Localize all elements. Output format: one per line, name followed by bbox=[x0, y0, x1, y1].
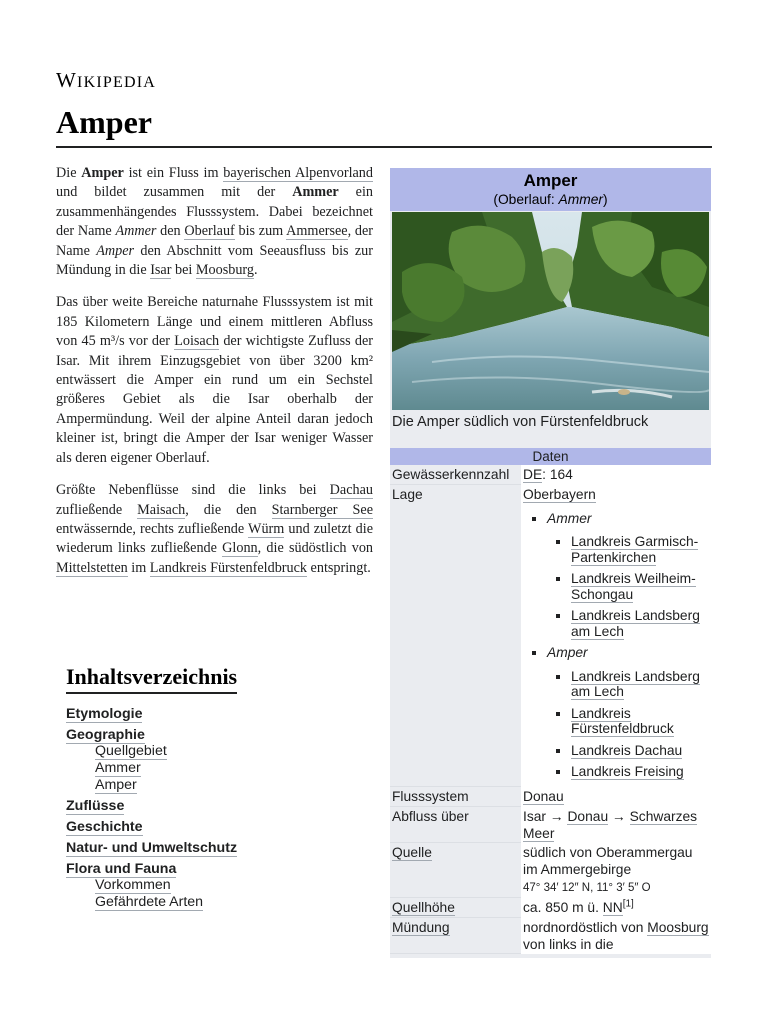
link-landkreis-fuerstenfeldbruck[interactable]: Landkreis Fürstenfeldbruck bbox=[149, 559, 307, 576]
link-landkreis[interactable]: Landkreis Garmisch-Partenkirchen bbox=[571, 534, 699, 565]
link-mittelstetten[interactable]: Mittelstetten bbox=[56, 559, 128, 576]
toc-subitem bbox=[95, 777, 366, 793]
table-row bbox=[390, 898, 711, 918]
link-muendung[interactable]: Mündung bbox=[392, 920, 450, 935]
title-divider bbox=[56, 146, 712, 148]
toc-item bbox=[66, 727, 366, 793]
toc-subitem bbox=[95, 760, 366, 776]
link-nn[interactable]: NN bbox=[602, 899, 623, 915]
list-item bbox=[571, 571, 709, 602]
toc-subitem bbox=[95, 877, 366, 893]
link-isar[interactable]: Isar bbox=[150, 262, 172, 279]
label-lage: Lage bbox=[390, 485, 521, 787]
label-flusssystem: Flusssystem bbox=[390, 787, 521, 807]
table-row bbox=[390, 485, 711, 787]
link-wuerm[interactable]: Würm bbox=[248, 520, 285, 537]
link-landkreis[interactable]: Landkreis Weilheim-Schongau bbox=[571, 571, 696, 602]
toc-link-gefaehrdete-arten[interactable]: Gefährdete Arten bbox=[95, 894, 204, 910]
table-row bbox=[390, 918, 711, 954]
table-row bbox=[390, 787, 711, 807]
link-landkreis[interactable]: Landkreis Fürstenfeldbruck bbox=[571, 705, 674, 736]
link-donau[interactable]: Donau bbox=[523, 788, 564, 804]
link-de[interactable]: DE bbox=[523, 467, 543, 482]
link-oberlauf[interactable]: Oberlauf bbox=[184, 223, 235, 240]
toc-link-geographie[interactable]: Geographie bbox=[66, 727, 145, 743]
value-muendung: nordnordöstlich von Moosburg von links in die bbox=[521, 918, 711, 954]
infobox-subtitle: (Oberlauf: Ammer) bbox=[493, 192, 608, 207]
table-row bbox=[390, 843, 711, 898]
link-oberbayern[interactable]: Oberbayern bbox=[523, 486, 596, 502]
link-glonn[interactable]: Glonn bbox=[222, 540, 258, 557]
toc-item bbox=[66, 840, 366, 856]
list-item bbox=[571, 764, 709, 780]
article-body bbox=[56, 164, 373, 591]
infobox bbox=[390, 168, 711, 958]
link-donau-abfluss[interactable]: Donau bbox=[567, 808, 609, 824]
link-landkreis[interactable]: Landkreis Landsberg am Lech bbox=[571, 668, 700, 699]
page-title: Amper bbox=[56, 104, 152, 140]
label-abfluss: Abfluss über bbox=[390, 807, 521, 843]
link-loisach[interactable]: Loisach bbox=[174, 333, 220, 350]
list-item: ▪ Amper ▪ Landkreis Landsberg am Lech ▪ Landkreis Fürstenfeldbruck ▪ Landkreis Dachau ▪ Landkreis Freising bbox=[547, 645, 709, 780]
link-quelle[interactable]: Quelle bbox=[392, 845, 432, 860]
toc-link-ammer[interactable]: Ammer bbox=[95, 760, 141, 776]
link-moosburg[interactable]: Moosburg bbox=[195, 262, 254, 279]
value-flusssystem bbox=[521, 787, 711, 807]
link-ammersee[interactable]: Ammersee bbox=[286, 223, 348, 240]
infobox-table bbox=[390, 465, 711, 954]
paragraph-intro: Die Amper ist ein Fluss im bayerischen Alpenvorland und bildet zusammen mit der Ammer ein zusammenhängendes Flusssystem. Dabei bezeichnet der Name Ammer den Oberlauf bis zum Ammersee, der Name Amper den Abschnitt vom Seeausfluss bis zur Mündung in die Isar bei Moosburg. bbox=[56, 165, 373, 279]
link-landkreis[interactable]: Landkreis Landsberg am Lech bbox=[571, 608, 700, 639]
link-dachau[interactable]: Dachau bbox=[329, 482, 373, 499]
toc-link-quellgebiet[interactable]: Quellgebiet bbox=[95, 743, 167, 759]
value-abfluss: Isar → Donau → Schwarzes Meer bbox=[521, 807, 711, 843]
link-bayerisches-alpenvorland[interactable]: bayerischen Alpenvorland bbox=[223, 165, 373, 181]
label-gewaesserkennzahl: Gewässerkennzahl bbox=[390, 465, 521, 485]
wikipedia-logo[interactable] bbox=[56, 68, 156, 93]
infobox-header bbox=[390, 168, 711, 211]
list-item bbox=[571, 608, 709, 639]
coordinates[interactable]: 47° 34′ 12″ N, 11° 3′ 5″ O bbox=[523, 881, 651, 894]
toc-subitem bbox=[95, 743, 366, 759]
toc-link-naturschutz[interactable]: Natur- und Umweltschutz bbox=[66, 840, 238, 856]
link-schwarzes-meer[interactable]: Schwarzes Meer bbox=[523, 808, 698, 841]
value-quelle: südlich von Oberammergau im Ammergebirge 47° 34′ 12″ N, 11° 3′ 5″ O bbox=[521, 843, 711, 898]
river-photo-image bbox=[392, 212, 709, 410]
list-item bbox=[571, 669, 709, 700]
reference-1[interactable]: [1] bbox=[622, 897, 634, 909]
toc-link-amper[interactable]: Amper bbox=[95, 777, 137, 793]
toc-item bbox=[66, 819, 366, 835]
link-starnberger-see[interactable]: Starnberger See bbox=[271, 501, 373, 518]
toc-link-vorkommen[interactable]: Vorkommen bbox=[95, 877, 171, 893]
logo-text: WIKIPEDIA bbox=[56, 68, 157, 92]
infobox-title: Amper bbox=[523, 171, 578, 190]
value-lage bbox=[521, 485, 711, 787]
list-item bbox=[571, 534, 709, 565]
link-quellhoehe[interactable]: Quellhöhe bbox=[392, 900, 455, 915]
link-landkreis[interactable]: Landkreis Freising bbox=[571, 764, 684, 779]
table-of-contents bbox=[66, 664, 366, 915]
value-quellhoehe: ca. 850 m ü. NN[1] bbox=[521, 898, 711, 918]
toc-title: Inhaltsverzeichnis bbox=[66, 664, 237, 694]
photo-caption: Die Amper südlich von Fürstenfeldbruck bbox=[390, 410, 711, 445]
value-gewaesserkennzahl: DE: 164 bbox=[521, 465, 711, 485]
link-maisach[interactable]: Maisach bbox=[137, 501, 186, 518]
lage-list bbox=[523, 511, 709, 780]
toc-link-geschichte[interactable]: Geschichte bbox=[66, 819, 143, 835]
paragraph-nebenfluesse: Größte Nebenflüsse sind die links bei Dachau zufließende Maisach, die den Starnberger See entwässernde, rechts zufließende Würm und zuletzt die wiederum links zufließende Glonn, die südöstlich von Mittelstetten im Landkreis Fürstenfeldbruck entspringt. bbox=[56, 482, 374, 576]
table-row bbox=[390, 807, 711, 843]
paragraph-flusssystem: Das über weite Bereiche naturnahe Flusssystem ist mit 185 Kilometern Länge und einem mittleren Abfluss von 45 m³/s vor der Loisach der wichtigste Zufluss der Isar. Mit ihrem Einzugsgebiet von über 3200 km² entwässert die Amper ein rund um ein Sechstel größeres Gebiet als die Isar oberhalb der Ampermündung. Weil der alpine Anteil daran jedoch kleiner ist, bringt die Amper der Isar weniger Wasser als deren eigener Oberlauf. bbox=[56, 294, 373, 466]
list-item bbox=[571, 743, 709, 759]
toc-link-zufluesse[interactable]: Zuflüsse bbox=[66, 798, 125, 814]
infobox-section-daten: Daten bbox=[390, 448, 711, 465]
toc-link-flora-fauna[interactable]: Flora und Fauna bbox=[66, 861, 177, 877]
link-landkreis[interactable]: Landkreis Dachau bbox=[571, 742, 683, 758]
toc-link-etymologie[interactable]: Etymologie bbox=[66, 706, 143, 722]
toc-item bbox=[66, 706, 366, 722]
list-item bbox=[571, 706, 709, 737]
table-row bbox=[390, 465, 711, 485]
toc-subitem bbox=[95, 894, 366, 910]
text-isar: Isar bbox=[523, 808, 546, 824]
link-moosburg-muendung[interactable]: Moosburg bbox=[647, 919, 709, 935]
river-photo[interactable] bbox=[392, 212, 709, 410]
toc-item bbox=[66, 861, 366, 910]
toc-item bbox=[66, 798, 366, 814]
list-item: ▪ Ammer ▪ Landkreis Garmisch-Partenkirchen ▪ Landkreis Weilheim-Schongau ▪ Landkreis Landsberg am Lech bbox=[547, 511, 709, 640]
